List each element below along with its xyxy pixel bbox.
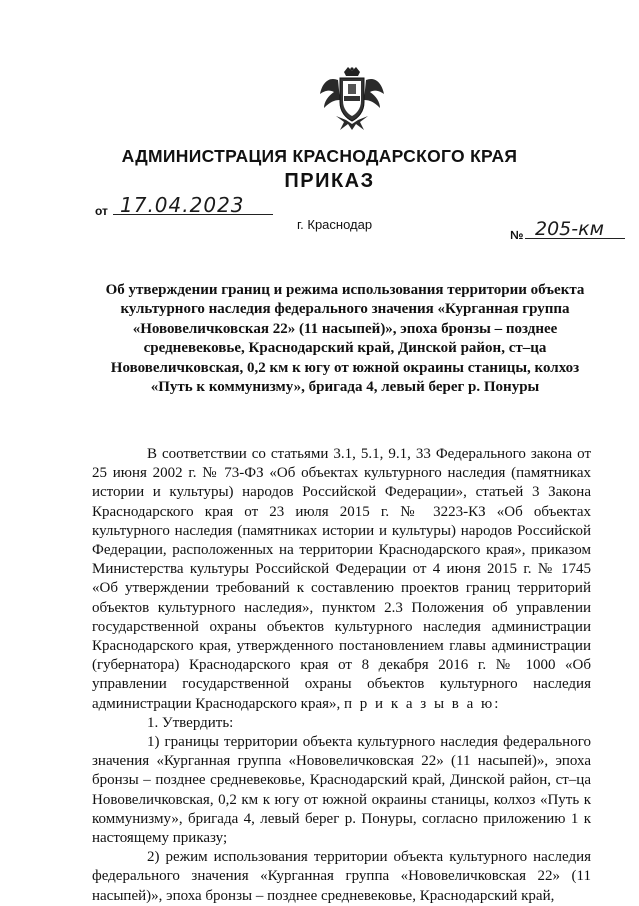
date-label: от bbox=[95, 204, 108, 218]
item-1-2: 2) режим использования территории объекта культурного наследия федерального значения «Курганная группа «Нововеличковская 22» (11 насыпей)», эпоха бронзы – позднее средневековье, Краснодарский край, bbox=[92, 849, 591, 904]
preamble-paragraph bbox=[92, 445, 591, 714]
preamble-text: В соответствии со статьями 3.1, 5.1, 9.1, 33 Федерального закона от 25 июня 2002 г. № 73-ФЗ «Об объектах культурного наследия (памятниках истории и культуры) народов Российской Федерации», статьей 3 Закона Краснодарского края от 23 июля 2015 г. № 3223-КЗ «Об объектах культурного наследия (памятниках истории и культуры) народов Российской Федерации, расположенных на территории Краснодарского края», приказом Министерства культуры Российской Федерации от 4 июня 2015 г. № 1745 «Об утверждении требований к составлению проектов границ территорий объектов культурного наследия», пунктом 2.3 Положения об управлении государственной охраны объектов культурного наследия администрации Краснодарского края, утвержденного постановлением главы администрации (губернатора) Краснодарского края от 8 декабря 2016 г. № 1000 «Об управлении государственной охраны объектов культурного наследия администрации Краснодарского края», bbox=[92, 446, 591, 712]
item-1: 1. Утвердить: bbox=[147, 714, 234, 731]
city-label: г. Краснодар bbox=[297, 217, 373, 232]
document-body bbox=[92, 445, 591, 906]
handwritten-date: 17.04.2023 bbox=[120, 193, 245, 217]
coat-of-arms-icon bbox=[318, 66, 386, 132]
document-type: ПРИКАЗ bbox=[284, 170, 375, 192]
item-1-1: 1) границы территории объекта культурного наследия федерального значения «Курганная группа «Нововеличковская 22» (11 насыпей)», эпоха бронзы – позднее средневековье, Краснодарский край, Динской район, ст–ца Нововеличковская, 0,2 км к югу от южной окраины станицы, колхоз «Путь к коммунизму», бригада 4, левый берег р. Понуры, согласно приложению 1 к настоящему приказу; bbox=[92, 734, 591, 847]
document-title: Об утверждении границ и режима использования территории объекта культурного наследия федерального значения «Курганная группа «Нововеличковская 22» (11 насыпей)», эпоха бронзы – позднее средневековье, Краснодарский край, Динской район, ст–ца Нововеличковская, 0,2 км к югу от южной окраины станицы, колхоз «Путь к коммунизму», бригада 4, левый берег р. Понуры bbox=[105, 282, 585, 396]
handwritten-number: 205-км bbox=[535, 218, 604, 240]
number-label: № bbox=[510, 228, 524, 242]
order-word: п р и к а з ы в а ю: bbox=[344, 695, 501, 712]
organization-name: АДМИНИСТРАЦИЯ КРАСНОДАРСКОГО КРАЯ bbox=[121, 146, 518, 166]
